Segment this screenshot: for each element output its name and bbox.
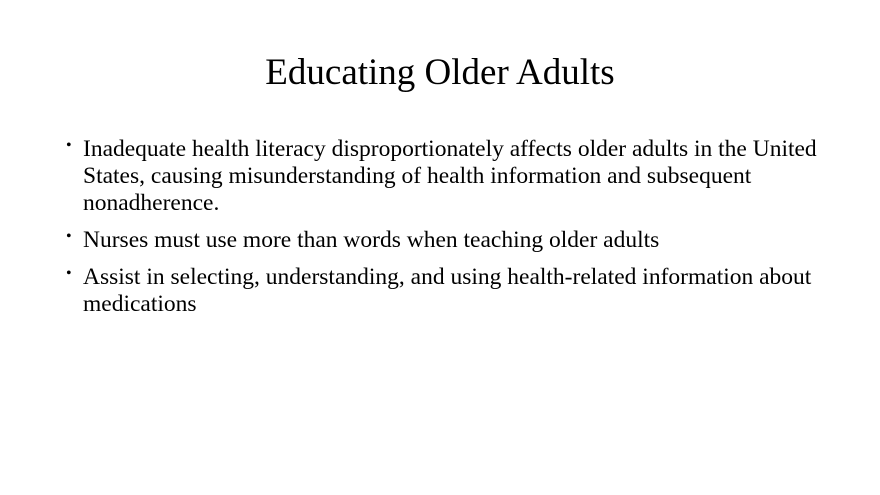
bullet-text: Assist in selecting, understanding, and using health-related information about medications (83, 264, 812, 317)
bullet-item (66, 136, 826, 217)
bullet-marker: • (66, 228, 72, 245)
bullet-item (66, 227, 826, 254)
bullet-marker: • (66, 137, 72, 154)
bullet-text: Nurses must use more than words when teaching older adults (83, 227, 660, 253)
bullet-list (66, 136, 826, 328)
bullet-marker: • (66, 265, 72, 282)
bullet-text: Inadequate health literacy disproportionately affects older adults in the United States, causing misunderstanding of health information and subsequent nonadherence. (83, 136, 817, 216)
bullet-item (66, 264, 826, 318)
slide-title: Educating Older Adults (265, 52, 615, 93)
